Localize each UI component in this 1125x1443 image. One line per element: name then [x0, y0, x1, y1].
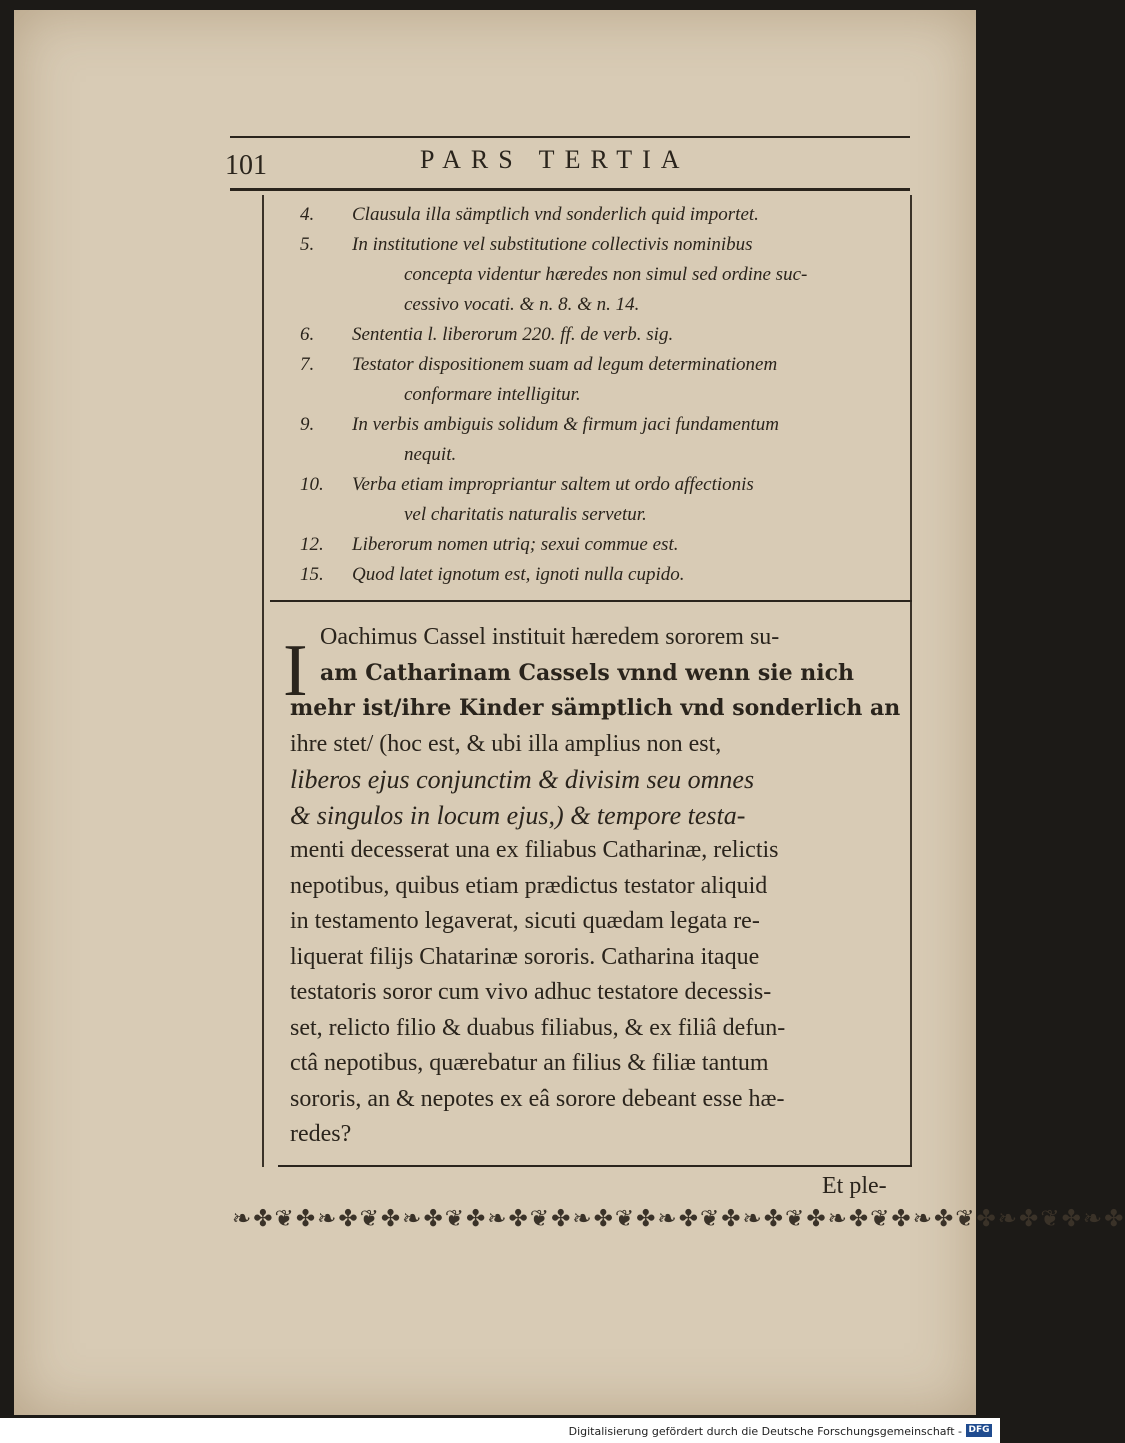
body-text [283, 620, 915, 1153]
body-line: sororis, an & nepotes ex eâ sorore debeant esse hæ- [290, 1085, 785, 1112]
body-line: testatoris soror cum vivo adhuc testatore decessis- [290, 979, 772, 1005]
summary-item [300, 200, 920, 230]
summary-item [300, 560, 920, 590]
summary-item [300, 470, 920, 530]
catchword: Et ple- [822, 1173, 887, 1199]
body-line: ctâ nepotibus, quærebatur an filius & filiæ tantum [290, 1050, 769, 1076]
summary-list [300, 200, 920, 590]
body-line: liberos ejus conjunctim & divisim seu omnes [290, 765, 755, 794]
summary-line: concepta videntur hæredes non simul sed ordine suc- [404, 264, 808, 285]
body-line: nepotibus, quibus etiam prædictus testator aliquid [290, 872, 768, 899]
summary-line: conformare intelligitur. [404, 384, 581, 405]
top-rule [230, 136, 910, 138]
body-line: & singulos in locum ejus,) & tempore testa- [290, 800, 746, 830]
body-line: redes? [290, 1121, 352, 1147]
summary-item [300, 350, 920, 410]
initial-letter: I [283, 630, 308, 712]
ornament-band: ❧✤❦✤❧✤❦✤❧✤❦✤❧✤❦✤❧✤❦✤❧✤❦✤❧✤❦✤❧✤❦✤❧✤❦✤❧✤❦✤❧✤ [232, 1206, 1125, 1231]
summary-item [300, 320, 920, 350]
summary-rule [270, 600, 912, 602]
summary-line: Verba etiam impropriantur saltem ut ordo affectionis [352, 474, 754, 495]
summary-item [300, 530, 920, 560]
body-line: set, relicto filio & duabus filiabus, & ex filiâ defun- [290, 1014, 786, 1041]
header-rule [230, 188, 910, 191]
summary-line: In verbis ambiguis solidum & firmum jaci fundamentum [352, 414, 779, 435]
summary-line: Quod latet ignotum est, ignoti nulla cupido. [352, 564, 685, 585]
summary-number: 4. [300, 204, 315, 225]
summary-line: nequit. [404, 444, 457, 465]
summary-line: Testator dispositionem suam ad legum determinationem [352, 354, 778, 375]
bottom-rule [278, 1165, 912, 1167]
summary-number: 10. [300, 474, 324, 495]
summary-line: cessivo vocati. & n. 8. & n. 14. [404, 294, 640, 315]
summary-line: In institutione vel substitutione collectivis nominibus [352, 234, 753, 255]
dfg-logo: DFG [966, 1424, 992, 1437]
body-line: liquerat filijs Chatarinæ sororis. Catharina itaque [290, 943, 760, 970]
body-line: Oachimus Cassel instituit hæredem sororem su- [320, 624, 780, 650]
summary-number: 12. [300, 534, 324, 555]
summary-number: 9. [300, 414, 315, 435]
body-line: in testamento legaverat, sicuti quædam legata re- [290, 908, 760, 934]
summary-number: 7. [300, 354, 315, 375]
summary-line: Clausula illa sämptlich vnd sonderlich quid importet. [352, 204, 759, 225]
summary-number: 6. [300, 324, 315, 345]
body-line: mehr ist/ihre Kinder sämptlich vnd sonderlich an [290, 695, 901, 721]
body-line: am Catharinam Cassels vnnd wenn sie nich [320, 659, 854, 686]
footer-bar [0, 1418, 1000, 1443]
body-line: menti decesserat una ex filiabus Catharinæ, relictis [290, 837, 779, 863]
running-head: PARS TERTIA [420, 145, 690, 174]
body-line: ihre stet/ (hoc est, & ubi illa amplius non est, [290, 730, 722, 757]
summary-number: 5. [300, 234, 315, 255]
summary-item [300, 410, 920, 470]
summary-line: Sententia l. liberorum 220. ff. de verb. sig. [352, 324, 674, 345]
page-number: 101 [225, 150, 267, 181]
summary-line: Liberorum nomen utriq; sexui commue est. [352, 534, 679, 555]
summary-item [300, 230, 920, 320]
summary-number: 15. [300, 564, 324, 585]
footer-credit: Digitalisierung gefördert durch die Deutsche Forschungsgemeinschaft - [568, 1425, 962, 1438]
summary-line: vel charitatis naturalis servetur. [404, 504, 647, 525]
